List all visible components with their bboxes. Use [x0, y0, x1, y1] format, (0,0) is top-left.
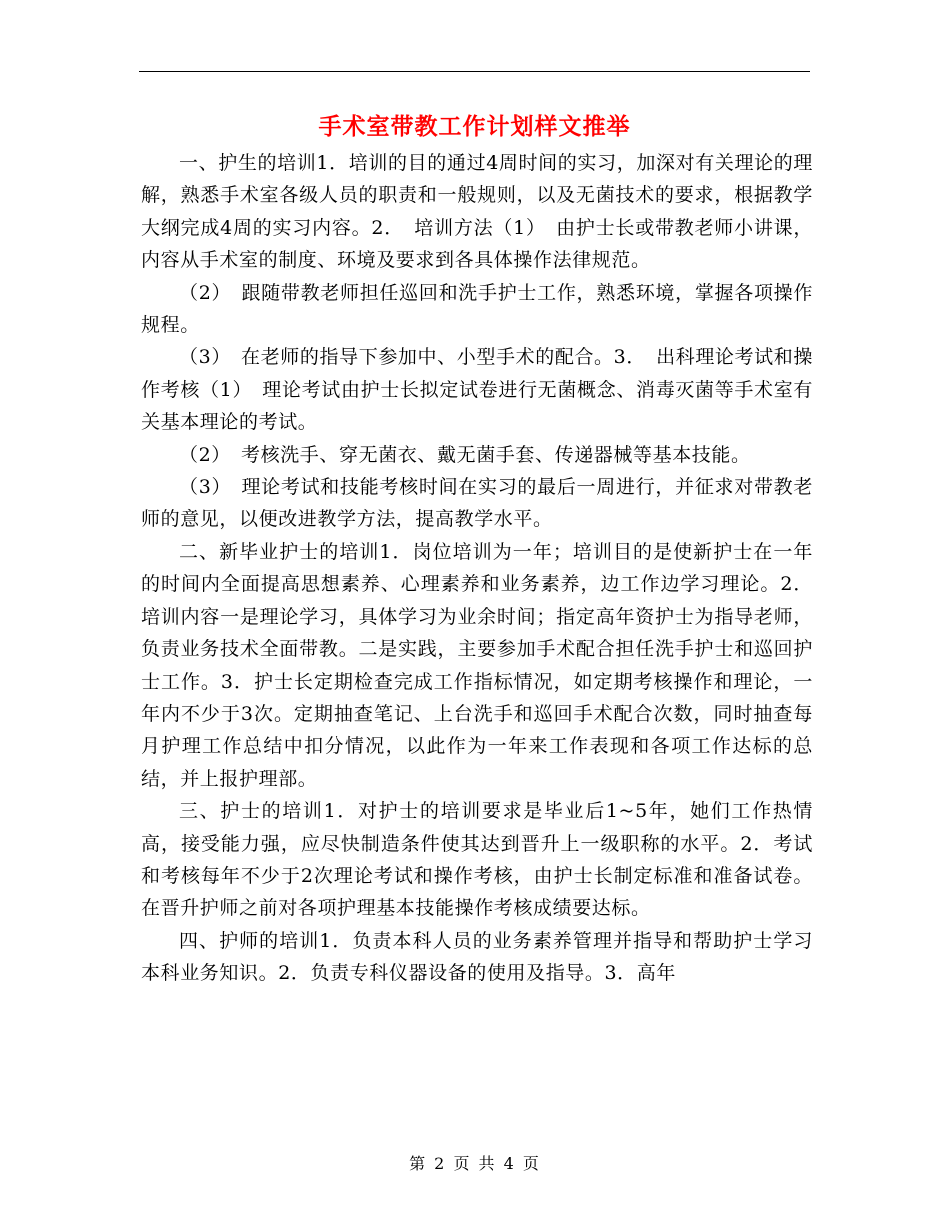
- paragraph-item-follow-teacher: （2） 跟随带教老师担任巡回和洗手护士工作，熟悉环境，掌握各项操作规程。: [141, 281, 813, 337]
- paragraph-item-skill-assessment: （2） 考核洗手、穿无菌衣、戴无菌手套、传递器械等基本技能。: [179, 443, 751, 466]
- paragraph-senior-nurse-training: 四、护师的培训1．负责本科人员的业务素养管理并指导和帮助护士学习本科业务知识。2．负责专科仪器设备的使用及指导。3．高年: [141, 929, 813, 985]
- paragraph-new-graduate-training: 二、新毕业护士的培训1．岗位培训为一年；培训目的是使新护士在一年的时间内全面提高思想素养、心理素养和业务素养，边工作边学习理论。2．培训内容一是理论学习，具体学习为业余时间；指定高年资护士为指导老师，负责业务技术全面带教。二是实践，主要参加手术配合担任洗手护士和巡回护士工作。3．护士长定期检查完成工作指标情况，如定期考核操作和理论，一年内不少于3次。定期抽查笔记、上台洗手和巡回手术配合次数，同时抽查每月护理工作总结中扣分情况，以此作为一年来工作表现和各项工作达标的总结，并上报护理部。: [141, 540, 813, 790]
- document-body: [141, 147, 813, 990]
- page-number: 第 2 页 共 4 页: [409, 1154, 541, 1173]
- paragraph-student-training: 一、护生的培训1．培训的目的通过4周时间的实习，加深对有关理论的理解，熟悉手术室各级人员的职责和一般规则，以及无菌技术的要求，根据教学大纲完成4周的实习内容。2． 培训方法（1） 由护士长或带教老师小讲课，内容从手术室的制度、环境及要求到各具体操作法律规范。: [141, 152, 813, 272]
- paragraph-item-exam-timing: （3） 理论考试和技能考核时间在实习的最后一周进行，并征求对带教老师的意见，以便改进教学方法，提高教学水平。: [141, 476, 813, 531]
- header-rule: [139, 71, 810, 72]
- paragraph-nurse-training: 三、护士的培训1．对护士的培训要求是毕业后1~5年，她们工作热情高，接受能力强，应尽快制造条件使其达到晋升上一级职称的水平。2．考试和考核每年不少于2次理论考试和操作考核，由护士长制定标准和准备试卷。在晋升护师之前对各项护理基本技能操作考核成绩要达标。: [141, 800, 813, 920]
- document-title: 手术室带教工作计划样文推举: [318, 113, 631, 140]
- paragraph-item-surgery-assist: （3） 在老师的指导下参加中、小型手术的配合。3． 出科理论考试和操作考核（1） 理论考试由护士长拟定试卷进行无菌概念、消毒灭菌等手术室有关基本理论的考试。: [141, 346, 813, 434]
